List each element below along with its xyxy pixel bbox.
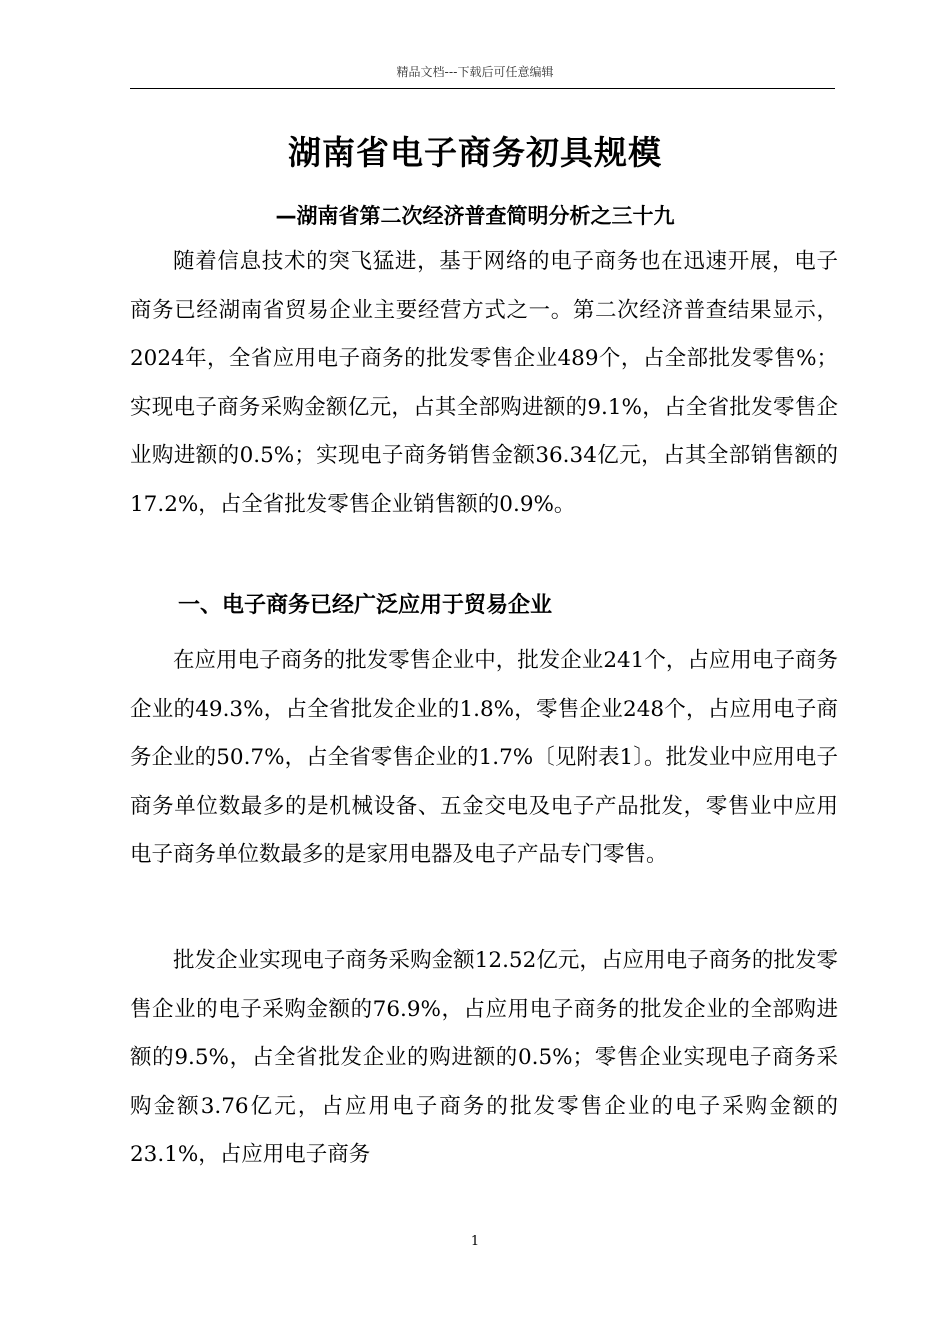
- section-heading: 一、电子商务已经广泛应用于贸易企业: [178, 593, 553, 618]
- page-number: 1: [470, 1234, 480, 1249]
- paragraph-enterprise-counts: 在应用电子商务的批发零售企业中，批发企业241个，占应用电子商务企业的49.3%，占全省批发企业的1.8%，零售企业248个，占应用电子商务企业的50.7%，占全省零售企业的1.7%〔见附表1〕。批发业中应用电子商务单位数最多的是机械设备、五金交电及电子产品批发，零售业中应用电子商务单位数最多的是家用电器及电子产品专门零售。: [130, 648, 838, 867]
- header-divider: [130, 88, 835, 89]
- paragraph-intro: 随着信息技术的突飞猛进，基于网络的电子商务也在迅速开展，电子商务已经湖南省贸易企业主要经营方式之一。第二次经济普查结果显示，2024年，全省应用电子商务的批发零售企业489个，占全部批发零售%；实现电子商务采购金额亿元，占其全部购进额的9.1%，占全省批发零售企业购进额的0.5%；实现电子商务销售金额36.34亿元，占其全部销售额的17.2%，占全省批发零售企业销售额的0.9%。: [130, 249, 838, 517]
- paragraph-purchase-amounts: 批发企业实现电子商务采购金额12.52亿元，占应用电子商务的批发零售企业的电子采购金额的76.9%，占应用电子商务的批发企业的全部购进额的9.5%，占全省批发企业的购进额的0.5%；零售企业实现电子商务采购金额3.76亿元，占应用电子商务的批发零售企业的电子采购金额的23.1%，占应用电子商务: [130, 948, 838, 1167]
- document-subtitle: —湖南省第二次经济普查简明分析之三十九: [275, 204, 675, 228]
- page-header: 精品文档---下载后可任意编辑: [396, 65, 554, 79]
- document-title: 湖南省电子商务初具规模: [288, 133, 662, 172]
